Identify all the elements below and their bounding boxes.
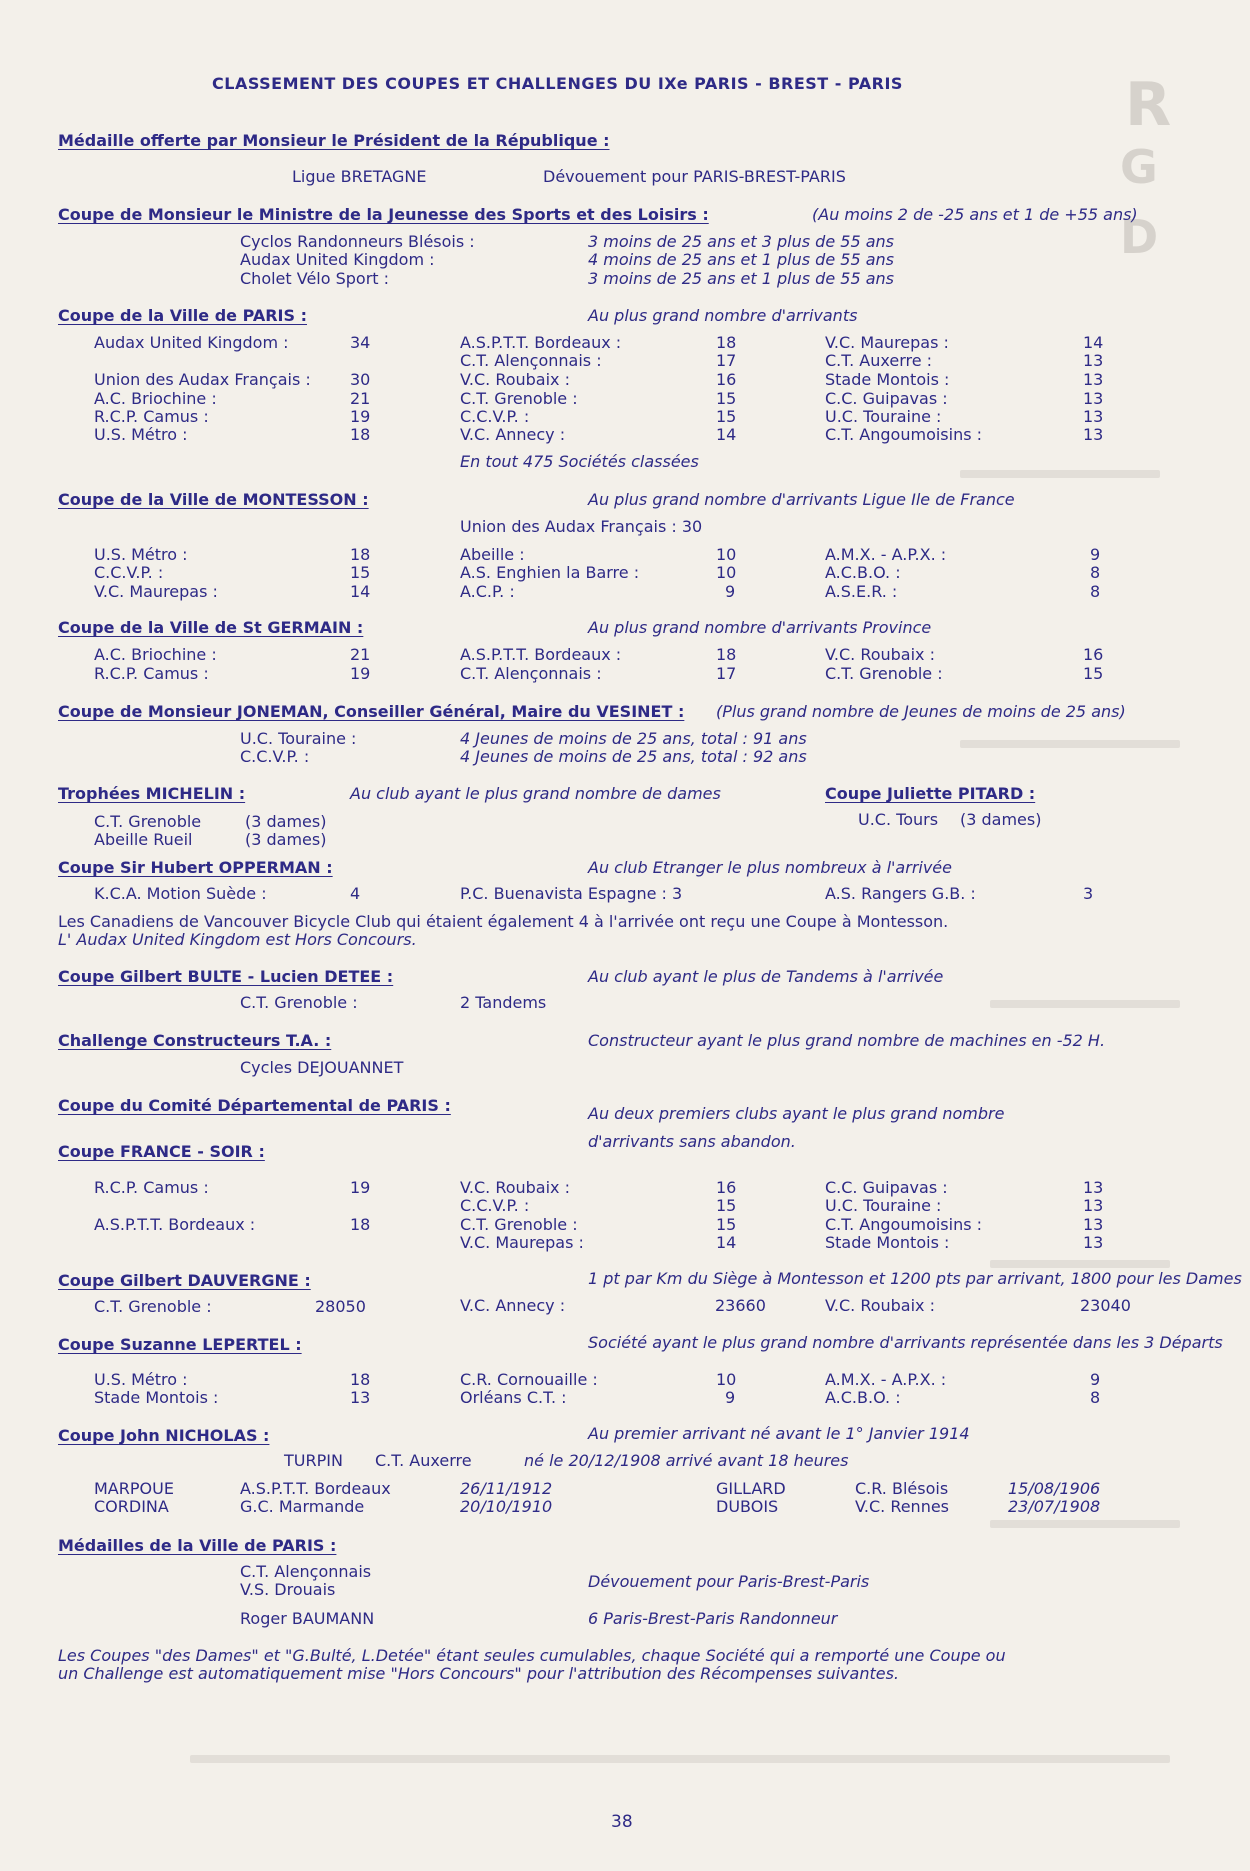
club-score: 16	[1083, 645, 1104, 664]
club-name: C.T. Angoumoisins :	[825, 1215, 983, 1234]
rider-name: CORDINA	[94, 1497, 169, 1516]
club-detail: 3 moins de 25 ans et 3 plus de 55 ans	[588, 232, 894, 251]
section-criterion: (Plus grand nombre de Jeunes de moins de 25 ans)	[716, 702, 1126, 721]
club-name: Cyclos Randonneurs Blésois :	[240, 232, 475, 251]
club-score: 9	[1090, 545, 1101, 564]
club-name: A.S. Rangers G.B. :	[825, 884, 976, 903]
rider-club: V.C. Rennes	[855, 1497, 950, 1516]
club-name: P.C. Buenavista Espagne : 3	[460, 884, 683, 903]
club-name: A.S. Enghien la Barre :	[460, 563, 640, 582]
section-heading: Médailles de la Ville de PARIS :	[58, 1536, 337, 1555]
section-criterion: (Au moins 2 de -25 ans et 1 de +55 ans)	[812, 205, 1138, 224]
section-heading: Coupe de la Ville de St GERMAIN :	[58, 618, 364, 637]
club-name: C.C.V.P. :	[240, 747, 310, 766]
club-detail: 3 moins de 25 ans et 1 plus de 55 ans	[588, 269, 894, 288]
section-criterion: Au deux premiers clubs ayant le plus grand nombre	[588, 1104, 1005, 1123]
club-score: 15	[1083, 664, 1104, 683]
club-name: A.C.B.O. :	[825, 563, 901, 582]
club-score: 15	[716, 389, 737, 408]
section-heading: Coupe Juliette PITARD :	[825, 784, 1036, 803]
club-detail: 4 moins de 25 ans et 1 plus de 55 ans	[588, 250, 894, 269]
club-score: 19	[350, 1178, 371, 1197]
club-score: 17	[716, 664, 737, 683]
club-name: A.S.P.T.T. Bordeaux :	[460, 645, 622, 664]
section-heading: Coupe Sir Hubert OPPERMAN :	[58, 858, 333, 877]
section-heading: Coupe Suzanne LEPERTEL :	[58, 1335, 302, 1354]
club-score: 30	[350, 370, 371, 389]
rider-name: GILLARD	[716, 1479, 786, 1498]
section-criterion: Au plus grand nombre d'arrivants Ligue Ile de France	[588, 490, 1015, 509]
club-score: 15	[716, 407, 737, 426]
club-name: V.C. Maurepas :	[825, 333, 949, 352]
club-name: Audax United Kingdom :	[240, 250, 435, 269]
club-name: C.T. Grenoble :	[240, 993, 358, 1012]
section-heading: Coupe Gilbert DAUVERGNE :	[58, 1271, 311, 1290]
section-heading: Coupe John NICHOLAS :	[58, 1426, 270, 1445]
section-criterion: Constructeur ayant le plus grand nombre de machines en -52 H.	[588, 1031, 1106, 1050]
club-score: 13	[1083, 1215, 1104, 1234]
club-score: 18	[350, 1215, 371, 1234]
club-name: Stade Montois :	[825, 370, 950, 389]
club-score: 23660	[715, 1296, 766, 1315]
club-name: C.T. Grenoble :	[94, 1297, 212, 1316]
club-detail: (3 dames)	[245, 812, 327, 831]
winner-detail: né le 20/12/1908 arrivé avant 18 heures	[524, 1451, 849, 1470]
section-criterion: Au club ayant le plus de Tandems à l'arrivée	[588, 967, 944, 986]
club-name: Cycles DEJOUANNET	[240, 1058, 404, 1077]
club-name: A.C. Briochine :	[94, 645, 217, 664]
award-recipient: Ligue BRETAGNE	[292, 167, 427, 186]
club-detail: 4 Jeunes de moins de 25 ans, total : 91 ans	[460, 729, 807, 748]
club-name: C.T. Alençonnais :	[460, 664, 602, 683]
closing-note: Les Coupes "des Dames" et "G.Bulté, L.Detée" étant seules cumulables, chaque Société qui a remporté une Coupe ou	[58, 1646, 1006, 1665]
section-heading: Coupe de la Ville de MONTESSON :	[58, 490, 369, 509]
section-criterion: Au premier arrivant né avant le 1° Janvier 1914	[588, 1424, 970, 1443]
rider-club: A.S.P.T.T. Bordeaux	[240, 1479, 391, 1498]
winner-name: TURPIN	[284, 1451, 343, 1470]
club-score: 18	[350, 425, 371, 444]
club-score: 19	[350, 407, 371, 426]
club-score: 9	[725, 582, 736, 601]
club-score: 13	[1083, 1196, 1104, 1215]
club-score: 10	[716, 1370, 737, 1389]
club-score: 4	[350, 884, 361, 903]
rider-name: MARPOUE	[94, 1479, 174, 1498]
bleed-through-line	[960, 740, 1180, 748]
club-name: U.S. Métro :	[94, 425, 188, 444]
section-criterion: Société ayant le plus grand nombre d'arrivants représentée dans les 3 Départs	[588, 1333, 1223, 1352]
club-name: C.T. Grenoble :	[460, 389, 578, 408]
winner-club: C.T. Auxerre	[375, 1451, 472, 1470]
club-name: Orléans C.T. :	[460, 1388, 567, 1407]
section-criterion: 1 pt par Km du Siège à Montesson et 1200 pts par arrivant, 1800 pour les Dames	[588, 1269, 1242, 1288]
club-name: U.S. Métro :	[94, 545, 188, 564]
club-score: 14	[1083, 333, 1104, 352]
club-name: C.C.V.P. :	[460, 1196, 530, 1215]
section-remark: Les Canadiens de Vancouver Bicycle Club qui étaient également 4 à l'arrivée ont reçu une Coupe à Montesson.	[58, 912, 949, 931]
club-name: V.C. Maurepas :	[94, 582, 218, 601]
club-name: Union des Audax Français :	[94, 370, 311, 389]
club-name: V.S. Drouais	[240, 1580, 336, 1599]
bleed-through-text: G	[1120, 140, 1158, 194]
rider-birthdate: 23/07/1908	[1008, 1497, 1101, 1516]
rider-club: G.C. Marmande	[240, 1497, 365, 1516]
person-name: Roger BAUMANN	[240, 1609, 375, 1628]
club-score: 13	[1083, 1233, 1104, 1252]
club-name: C.T. Alençonnais :	[460, 351, 602, 370]
section-criterion: Au club ayant le plus grand nombre de dames	[350, 784, 721, 803]
section-heading: Trophées MICHELIN :	[58, 784, 246, 803]
page-title: CLASSEMENT DES COUPES ET CHALLENGES DU IXe PARIS - BREST - PARIS	[212, 74, 903, 93]
club-score: 10	[716, 563, 737, 582]
club-score: 8	[1090, 582, 1101, 601]
club-score: 8	[1090, 563, 1101, 582]
club-score: 18	[716, 333, 737, 352]
club-name: Stade Montois :	[825, 1233, 950, 1252]
club-score: 3	[1083, 884, 1094, 903]
club-score: 21	[350, 389, 371, 408]
club-name: A.C.P. :	[460, 582, 515, 601]
club-detail: (3 dames)	[960, 810, 1042, 829]
club-score: 15	[716, 1196, 737, 1215]
club-name: U.C. Tours	[858, 810, 939, 829]
club-name: V.C. Roubaix :	[460, 370, 570, 389]
section-heading: Coupe de Monsieur JONEMAN, Conseiller Général, Maire du VESINET :	[58, 702, 685, 721]
club-detail: 2 Tandems	[460, 993, 547, 1012]
section-remark: L' Audax United Kingdom est Hors Concours.	[58, 930, 417, 949]
club-name: V.C. Maurepas :	[460, 1233, 584, 1252]
club-score: 13	[1083, 351, 1104, 370]
section-heading: Coupe de Monsieur le Ministre de la Jeunesse des Sports et des Loisirs :	[58, 205, 709, 224]
section-heading: Médaille offerte par Monsieur le Président de la République :	[58, 131, 610, 150]
club-name: V.C. Annecy :	[460, 425, 566, 444]
club-detail: (3 dames)	[245, 830, 327, 849]
club-name: K.C.A. Motion Suède :	[94, 884, 267, 903]
section-criterion: Au club Etranger le plus nombreux à l'arrivée	[588, 858, 952, 877]
bleed-through-line	[990, 1520, 1180, 1528]
bleed-through-text: R	[1125, 70, 1172, 140]
club-score: 13	[1083, 1178, 1104, 1197]
rider-birthdate: 20/10/1910	[460, 1497, 553, 1516]
club-name: C.C. Guipavas :	[825, 1178, 948, 1197]
section-heading: Coupe du Comité Départemental de PARIS :	[58, 1096, 451, 1115]
club-score: 17	[716, 351, 737, 370]
club-score: 13	[1083, 370, 1104, 389]
bleed-through-line	[990, 1000, 1180, 1008]
rider-birthdate: 26/11/1912	[460, 1479, 553, 1498]
club-score: 28050	[315, 1297, 366, 1316]
club-name: C.T. Grenoble :	[460, 1215, 578, 1234]
club-score: 13	[350, 1388, 371, 1407]
rider-name: DUBOIS	[716, 1497, 779, 1516]
club-name: C.T. Alençonnais	[240, 1562, 372, 1581]
club-score: 13	[1083, 425, 1104, 444]
club-name: C.C.V.P. :	[460, 407, 530, 426]
bleed-through-line	[190, 1755, 1170, 1763]
club-score: 15	[350, 563, 371, 582]
section-heading: Coupe de la Ville de PARIS :	[58, 306, 307, 325]
club-score: 10	[716, 545, 737, 564]
club-name: C.T. Angoumoisins :	[825, 425, 983, 444]
award-reason: Dévouement pour PARIS-BREST-PARIS	[543, 167, 846, 186]
top-club: Union des Audax Français : 30	[460, 517, 703, 536]
award-reason: Dévouement pour Paris-Brest-Paris	[588, 1572, 870, 1591]
club-score: 16	[716, 1178, 737, 1197]
club-name: R.C.P. Camus :	[94, 664, 209, 683]
club-score: 14	[716, 1233, 737, 1252]
club-name: Cholet Vélo Sport :	[240, 269, 390, 288]
club-name: U.C. Touraine :	[825, 407, 942, 426]
section-heading: Challenge Constructeurs T.A. :	[58, 1031, 332, 1050]
club-score: 13	[1083, 389, 1104, 408]
section-criterion: Au plus grand nombre d'arrivants	[588, 306, 858, 325]
club-name: U.C. Touraine :	[240, 729, 357, 748]
section-criterion: d'arrivants sans abandon.	[588, 1132, 796, 1151]
club-score: 18	[350, 545, 371, 564]
club-score: 15	[716, 1215, 737, 1234]
club-name: A.C.B.O. :	[825, 1388, 901, 1407]
section-criterion: Au plus grand nombre d'arrivants Province	[588, 618, 932, 637]
club-score: 34	[350, 333, 371, 352]
section-heading: Coupe Gilbert BULTE - Lucien DETEE :	[58, 967, 394, 986]
club-name: C.C. Guipavas :	[825, 389, 948, 408]
club-name: U.C. Touraine :	[825, 1196, 942, 1215]
club-score: 23040	[1080, 1296, 1131, 1315]
rider-birthdate: 15/08/1906	[1008, 1479, 1101, 1498]
club-name: R.C.P. Camus :	[94, 1178, 209, 1197]
club-detail: 4 Jeunes de moins de 25 ans, total : 92 ans	[460, 747, 807, 766]
club-score: 13	[1083, 407, 1104, 426]
club-name: A.M.X. - A.P.X. :	[825, 545, 947, 564]
page-number: 38	[611, 1812, 633, 1832]
award-reason: 6 Paris-Brest-Paris Randonneur	[588, 1609, 838, 1628]
club-name: C.T. Grenoble :	[825, 664, 943, 683]
bleed-through-text: D	[1120, 210, 1159, 264]
club-score: 19	[350, 664, 371, 683]
club-score: 18	[716, 645, 737, 664]
club-name: A.M.X. - A.P.X. :	[825, 1370, 947, 1389]
section-heading: Coupe FRANCE - SOIR :	[58, 1142, 265, 1161]
bleed-through-line	[960, 470, 1160, 478]
club-score: 18	[350, 1370, 371, 1389]
club-score: 21	[350, 645, 371, 664]
club-name: R.C.P. Camus :	[94, 407, 209, 426]
club-name: A.S.P.T.T. Bordeaux :	[94, 1215, 256, 1234]
club-name: V.C. Roubaix :	[460, 1178, 570, 1197]
bleed-through-line	[990, 1260, 1170, 1268]
club-score: 9	[1090, 1370, 1101, 1389]
club-name: Abeille :	[460, 545, 525, 564]
club-name: C.T. Grenoble	[94, 812, 202, 831]
club-name: A.C. Briochine :	[94, 389, 217, 408]
club-score: 14	[716, 425, 737, 444]
club-score: 16	[716, 370, 737, 389]
rider-club: C.R. Blésois	[855, 1479, 949, 1498]
club-name: Stade Montois :	[94, 1388, 219, 1407]
club-name: U.S. Métro :	[94, 1370, 188, 1389]
club-score: 14	[350, 582, 371, 601]
club-name: Abeille Rueil	[94, 830, 193, 849]
club-name: V.C. Roubaix :	[825, 645, 935, 664]
club-name: C.R. Cornouaille :	[460, 1370, 598, 1389]
club-score: 8	[1090, 1388, 1101, 1407]
closing-note: un Challenge est automatiquement mise "Hors Concours" pour l'attribution des Récompenses suivantes.	[58, 1664, 900, 1683]
club-name: A.S.P.T.T. Bordeaux :	[460, 333, 622, 352]
club-name: C.T. Auxerre :	[825, 351, 933, 370]
club-score: 9	[725, 1388, 736, 1407]
club-name: A.S.E.R. :	[825, 582, 898, 601]
club-name: V.C. Roubaix :	[825, 1296, 935, 1315]
club-name: C.C.V.P. :	[94, 563, 164, 582]
club-name: Audax United Kingdom :	[94, 333, 289, 352]
club-name: V.C. Annecy :	[460, 1296, 566, 1315]
total-note: En tout 475 Sociétés classées	[460, 452, 699, 471]
